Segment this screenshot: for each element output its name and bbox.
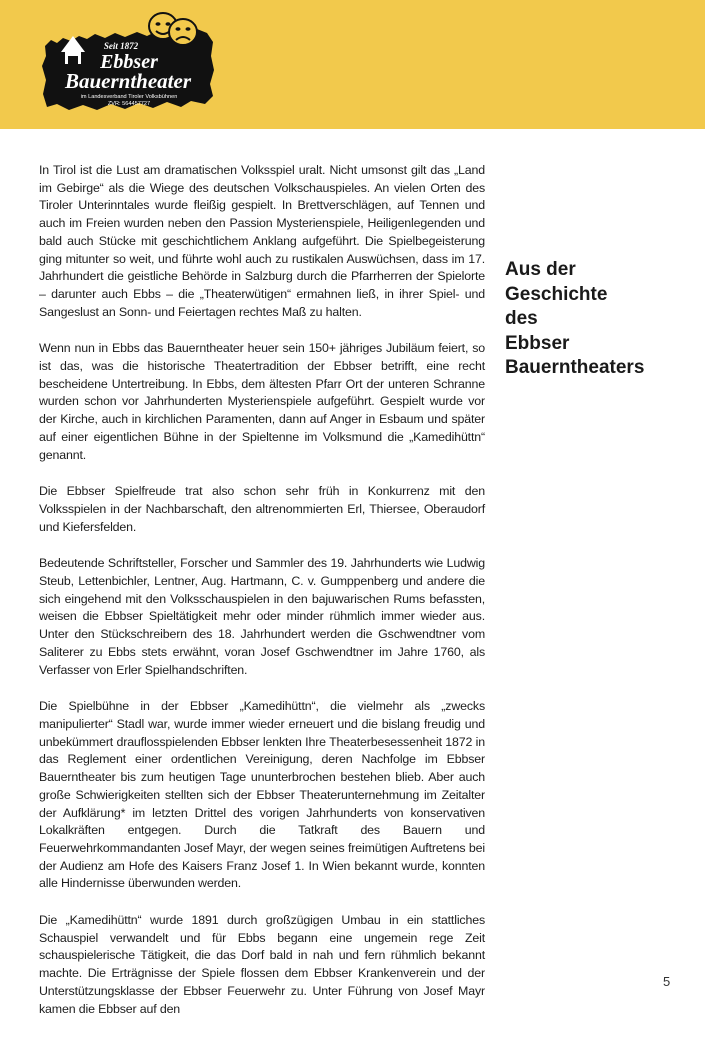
article-paragraph: Die „Kamedihüttn“ wurde 1891 durch großzügigen Umbau in ein stattliches Schauspiel verwandelt und für Ebbs begann eine ungemein rege Zeit schauspielerische Tätigkeit, die das Dorf bald in nah und fern rühmlich bekannt machte. Die Erträgnisse der Spiele flossen dem Ebbser Krankenverein und der Unterstützungsklasse der Ebbser Feuerwehr zu. Unter Führung von Josef Mayr kamen die Ebbser auf den (39, 913, 485, 1016)
section-title-line: Aus der (505, 259, 576, 280)
section-title (505, 258, 695, 381)
logo-name-line2: Bauerntheater (64, 69, 192, 93)
page-number: 5 (663, 974, 671, 989)
logo-since: Seit 1872 (103, 41, 139, 51)
logo-membership: im Landesverband Tiroler Volksbühnen (80, 94, 178, 100)
logo-zvr: ZVR: 564457727 (107, 101, 151, 107)
logo-name-line1: Ebbser (100, 51, 158, 73)
article-paragraph: In Tirol ist die Lust am dramatischen Volksspiel uralt. Nicht umsonst gilt das „Land im Gebirge“ als die Wiege des deutschen Volkschauspieles. An vielen Orten des Tiroler Unterinntales wurde fleißig gespielt. In Brettverschlägen, auf Tennen und auch im Freien wurden neben den Passion Mysterienspiele, Heiligenlegenden und bald auch Stücke mit geschichtlichem Anklang aufgeführt. Die Spielbegeisterung ging mitunter so weit, und führte wohl auch zu rustikalen Auswüchsen, dass im 17. Jahrhundert die geistliche Behörde in Salzburg durch die Pfarrherren der Spielorte – darunter auch Ebbs – die „Theaterwütigen“ ermahnen ließ, in ihrer Spiel- und Sangeslust an Sonn- und Feiertagen rechtes Maß zu halten. (39, 163, 485, 319)
article-paragraph: Die Ebbser Spielfreude trat also schon sehr früh in Konkurrenz mit den Volksspielen in der Nachbarschaft, den altrenommierten Erl, Thiersee, Oberaudorf und Kiefersfelden. (39, 484, 485, 534)
section-title-line: des (505, 308, 538, 329)
article-paragraph: Wenn nun in Ebbs das Bauerntheater heuer sein 150+ jähriges Jubiläum feiert, so ist das, was die historische Theatertradition der Ebbser betrifft, eine recht bescheidene Untertreibung. In Ebbs, dem ältesten Pfarr Ort der unteren Schranne wurden schon vor Jahrhunderten Mysterienspiele aufgeführt. Gespielt wurde vor der Kirche, auch in kirchlichen Paramenten, dann auf Anger in Esbaum und später auf einer eigentlichen Bühne in der Spieltenne im Volksmund die „Kamedihüttn“ genannt. (39, 341, 485, 462)
article-paragraph: Bedeutende Schriftsteller, Forscher und Sammler des 19. Jahrhunderts wie Ludwig Steub, Lettenbichler, Lentner, Aug. Hartmann, C. v. Gumppenberg und andere die sich eingehend mit den Volksschauspielen in den bajuwarischen Rums befassten, weisen die Ebbser Spieltätigkeit mehr oder minder rühmlich immer wieder aus. Unter den Stückschreibern des 18. Jahrhundert werden die Gschwendtner vom Saliterer zu Ebbs stets erwähnt, voran Josef Gschwendtner im Jahre 1760, als Verfasser von Erler Spielhandschriften. (39, 556, 485, 677)
article-body (39, 162, 485, 1037)
section-title-line: Geschichte (505, 283, 608, 305)
article-paragraph: Die Spielbühne in der Ebbser „Kamedihüttn“, die vielmehr als „zwecks manipulierter“ Stadl war, wurde immer wieder erneuert und die bislang freudig und unbekümmert drauflosspielenden Ebbser lenkten Ihre Theaterbesessenheit 1872 in das Reglement einer ordentlichen Vereinigung, deren Nachfolge im Ebbser Bauerntheater bis zum heutigen Tage ununterbrochen bestehen blieb. Aber auch große Schwierigkeiten stellten sich der Ebbser Theaterunternehmung im Zeitalter der Aufklärung* im letzten Drittel des vorigen Jahrhunderts von konservativen Lokalkräften entgegen. Durch die Tatkraft des Bauern und Feuerwehrkommandanten Josef Mayr, der wegen seines freimütigen Auftretens bei der Audienz am Hofe des Kaisers Franz Josef 1. In Wien bekannt wurde, konnten alle Hindernisse überwunden werden. (39, 699, 485, 891)
ebbser-bauerntheater-logo (41, 12, 216, 116)
header-band (0, 0, 705, 129)
section-title-line: Bauerntheaters (505, 357, 645, 378)
section-title-line: Ebbser (505, 332, 570, 354)
